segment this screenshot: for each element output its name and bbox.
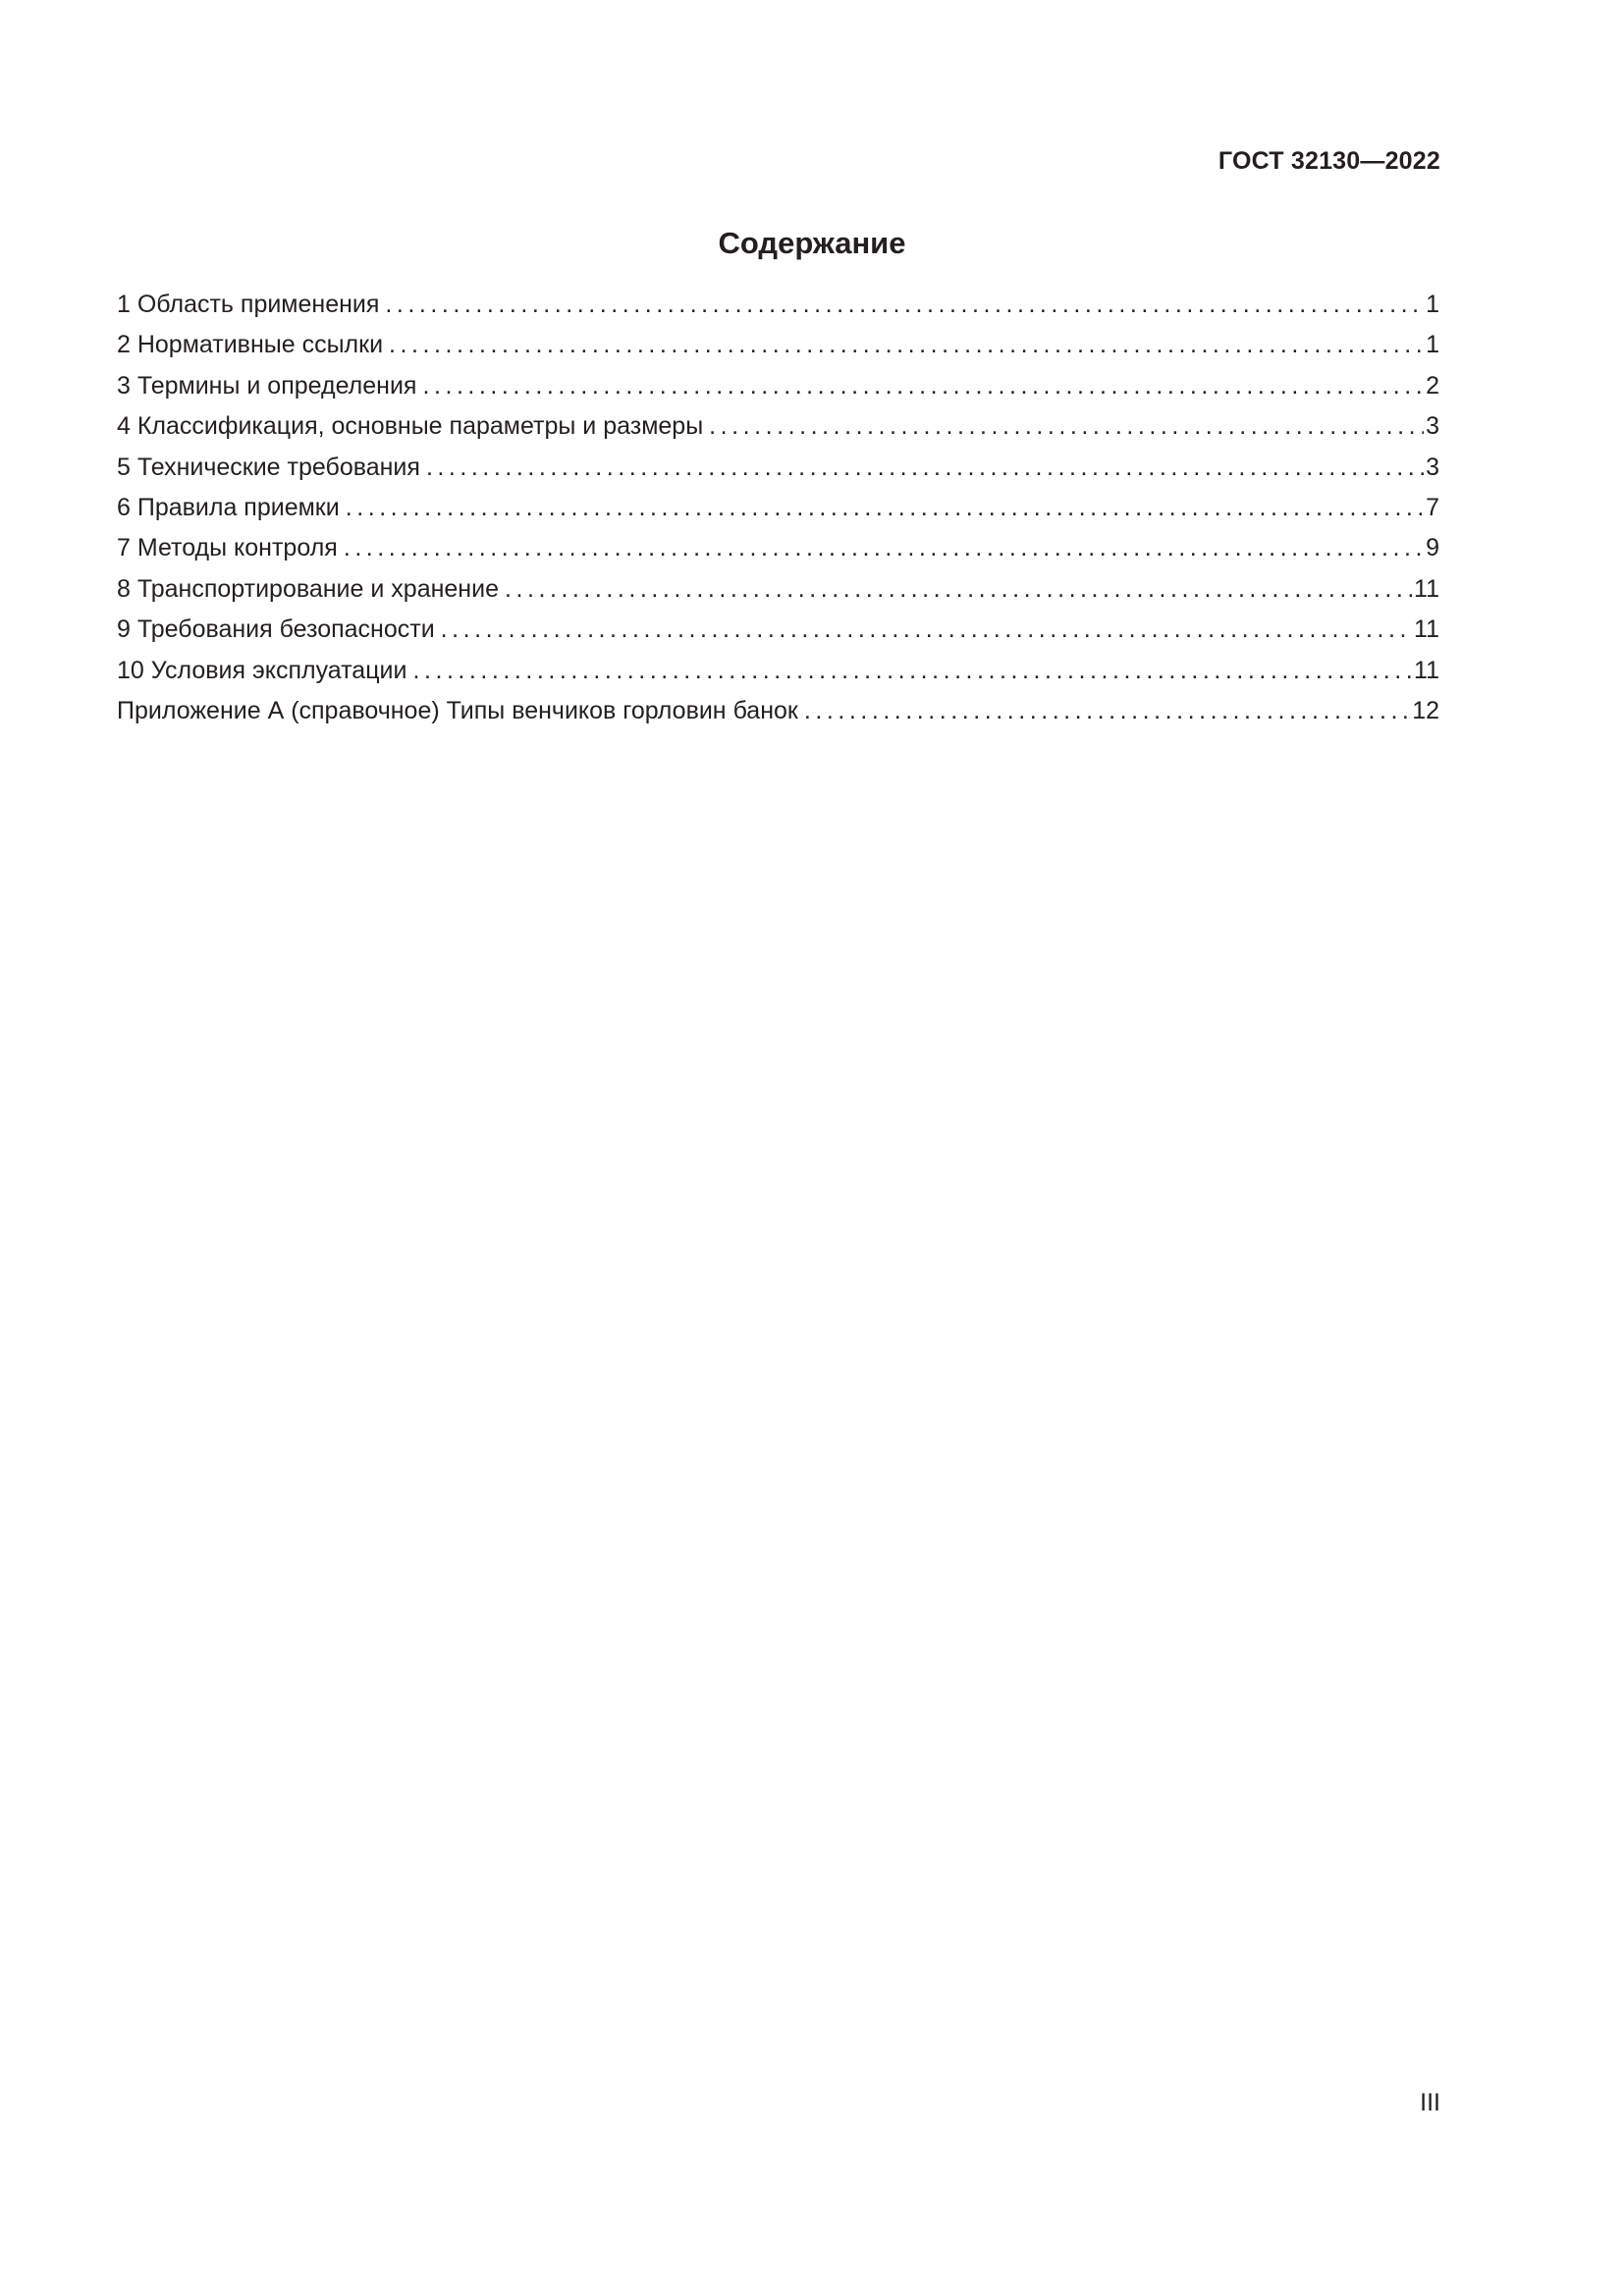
toc-entry[interactable] <box>117 691 1439 731</box>
toc-entry[interactable] <box>117 285 1439 325</box>
toc-entry-page: 1 <box>1426 331 1439 359</box>
toc-dot-leader <box>385 285 1424 325</box>
toc-entry-text: 10 Условия эксплуатации <box>117 656 407 684</box>
toc-entry[interactable] <box>117 488 1439 528</box>
toc-entry[interactable] <box>117 448 1439 488</box>
toc-dot-leader <box>426 448 1424 488</box>
toc-entry-page: 3 <box>1426 453 1439 481</box>
toc-dot-leader <box>441 610 1412 650</box>
toc-entry-page: 11 <box>1414 574 1439 603</box>
toc-entry-page: 12 <box>1412 696 1439 724</box>
toc-entry-page: 11 <box>1414 656 1439 684</box>
toc-entry-page: 2 <box>1426 371 1439 400</box>
toc-entry-text: 7 Методы контроля <box>117 534 338 562</box>
toc-dot-leader <box>804 691 1410 731</box>
toc-entry-text: 8 Транспортирование и хранение <box>117 574 499 603</box>
toc-entry-text: 4 Классификация, основные параметры и размеры <box>117 412 704 441</box>
toc-entry[interactable] <box>117 406 1439 447</box>
toc-dot-leader <box>389 325 1424 365</box>
toc-dot-leader <box>412 651 1412 691</box>
toc-title: Содержание <box>718 226 906 260</box>
toc-entry-text: 6 Правила приемки <box>117 493 340 521</box>
toc-entry-text: 9 Требования безопасности <box>117 615 435 644</box>
toc-entry-text: 2 Нормативные ссылки <box>117 331 384 359</box>
toc-entry-text: 5 Технические требования <box>117 453 420 481</box>
toc-entry-page: 9 <box>1426 534 1439 562</box>
toc-entry[interactable] <box>117 528 1439 568</box>
toc-dot-leader <box>422 366 1424 406</box>
page-number: III <box>1420 2089 1440 2116</box>
toc-entry[interactable] <box>117 610 1439 650</box>
toc-entry-page: 3 <box>1426 412 1439 441</box>
toc-entry[interactable] <box>117 366 1439 406</box>
toc-dot-leader <box>505 569 1412 610</box>
toc-dot-leader <box>344 528 1424 568</box>
toc-entry-page: 11 <box>1414 615 1439 644</box>
document-code: ГОСТ 32130—2022 <box>1218 147 1440 175</box>
toc-entry[interactable] <box>117 651 1439 691</box>
table-of-contents <box>117 285 1439 731</box>
toc-entry-text: 3 Термины и определения <box>117 371 417 400</box>
toc-entry-text: 1 Область применения <box>117 291 380 318</box>
toc-entry-page: 7 <box>1426 493 1439 521</box>
toc-entry[interactable] <box>117 569 1439 610</box>
toc-entry-text: Приложение А (справочное) Типы венчиков горловин банок <box>117 696 798 724</box>
toc-dot-leader <box>346 488 1424 528</box>
toc-dot-leader <box>709 406 1424 447</box>
toc-entry-page: 1 <box>1426 291 1439 318</box>
toc-entry[interactable] <box>117 325 1439 365</box>
